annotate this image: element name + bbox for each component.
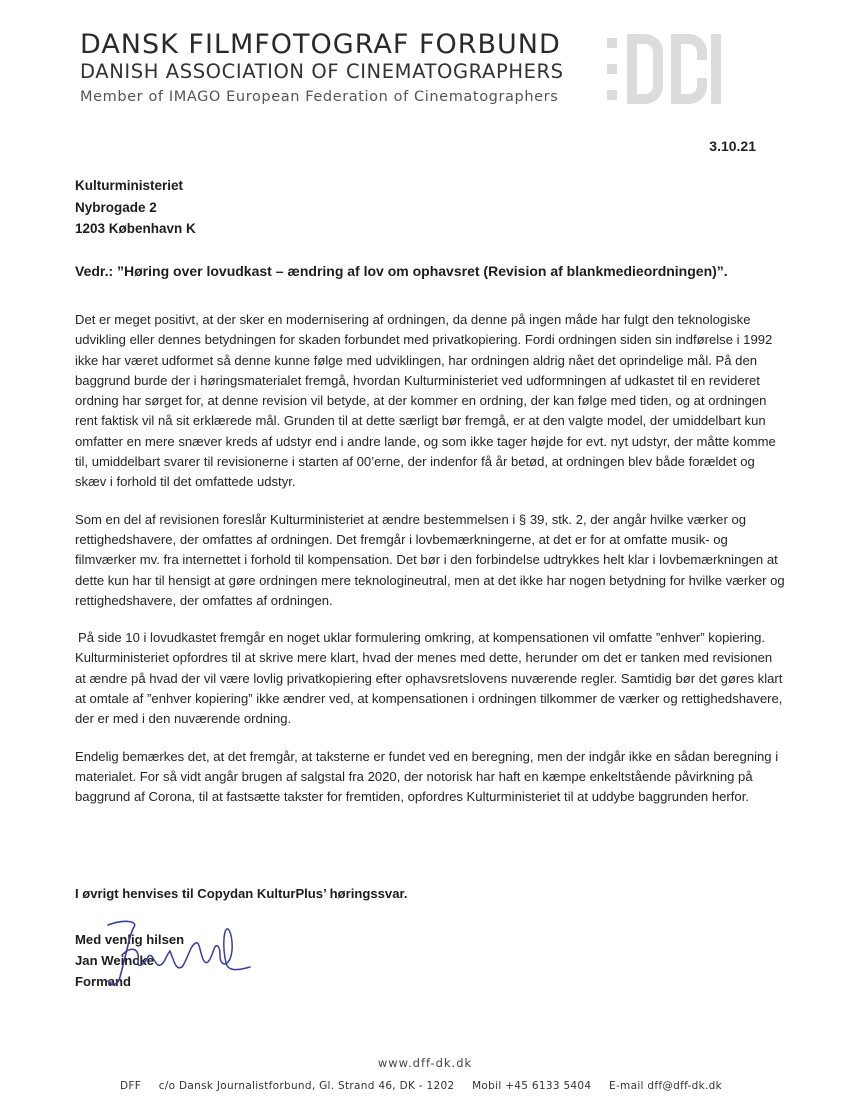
- footer-address: c/o Dansk Journalistforbund, Gl. Strand 46, DK - 1202: [158, 1080, 455, 1092]
- recipient-line: 1203 København K: [75, 221, 196, 236]
- subject-line: Vedr.: ”Høring over lovudkast – ændring af lov om ophavsret (Revision af blankmedieordningen)”.: [75, 263, 728, 279]
- closing-note: I øvrigt henvises til Copydan KulturPlus’ høringssvar.: [75, 886, 408, 901]
- body-paragraph: På side 10 i lovudkastet fremgår en noget uklar formulering omkring, at kompensationen vil omfatte ”enhver” kopiering. Kulturministeriet opfordres til at skrive mere klart, hvad der menes med dette, herunder om det er tanken med revisionen at ændre på hvad der vil være lovlig privatkopiering efter ophavsretslovens nuværende regler. Samtidig bør det gøres klart at omtale af ”enhver kopiering” ikke ændrer ved, at kompensationen i ordningen tilkommer de værker og rettighedshavere, der er med i den nuværende ordning.: [75, 630, 783, 727]
- body-paragraph: Det er meget positivt, at der sker en modernisering af ordningen, da denne på ingen måde har fulgt den teknologiske udvikling eller dennes betydningen for skaden forbundet med privatkopiering. Fordi ordningen siden sin indførelse i 1992 ikke har været udformet så denne kunne følge med udviklingen, har ordningen aldrig nået det oprindelige mål. På den baggrund burde der i høringsmaterialet fremgå, hvordan Kulturministeriet ved udformningen af udkastet til en revideret ordning har sørget for, at denne revision vil betyde, at der kommer en ordning, der kan følge med tiden, og at ordningen rent faktisk vil nå sit erklærede mål. Grunden til at dette særligt bør fremgå, er at den valgte model, der umiddelbart kun omfatter en mere snæver kreds af udstyr end i andre lande, og som ikke tager højde for evt. nyt udstyr, der måtte komme til, umiddelbart svarer til revisionerne i starten af 00’erne, der indenfor få år betød, at ordningen blev både forældet og skæv i forhold til det omfattede udstyr.: [75, 312, 776, 490]
- letter-body: [75, 310, 785, 825]
- website-url: www.dff-dk.dk: [377, 1056, 473, 1070]
- footer-mobile: Mobil +45 6133 5404: [472, 1080, 592, 1092]
- membership-line: Member of IMAGO European Federation of Cinematographers: [80, 89, 559, 105]
- body-paragraph: Som en del af revisionen foreslår Kulturministeriet at ændre bestemmelsen i § 39, stk. 2, der angår hvilke værker og rettighedshavere, der omfattes af ordningen. Det fremgår i lovbemærkningerne, at det er for at omfatte musik- og filmværker mv. fra internettet i forhold til kompensation. Det bør i den forbindelse udtrykkes helt klar i lovbemærkningen at dette kun har til hensigt at gøre ordningen mere teknologineutral, men at det ikke har nogen betydning for hvilke værker og rettighedshavere, der omfattes af ordningen.: [75, 511, 785, 608]
- organization-english-name: DANISH ASSOCIATION OF CINEMATOGRAPHERS: [80, 60, 564, 83]
- signer-title: Formand: [75, 974, 132, 989]
- recipient-address: [75, 175, 196, 240]
- footer-email: E-mail dff@dff-dk.dk: [609, 1080, 722, 1092]
- greeting: Med venlig hilsen: [75, 932, 185, 947]
- letter-date: 3.10.21: [709, 138, 756, 154]
- footer-org: DFF: [120, 1080, 142, 1092]
- organization-name: DANSK FILMFOTOGRAF FORBUND: [80, 29, 561, 60]
- handwritten-signature: [104, 915, 254, 993]
- recipient-line: Kulturministeriet: [75, 178, 184, 193]
- recipient-line: Nybrogade 2: [75, 199, 157, 215]
- signer-name: Jan Weincke: [75, 953, 155, 968]
- footer-contact: [120, 1080, 730, 1092]
- letterhead: [80, 30, 600, 108]
- body-paragraph: Endelig bemærkes det, at det fremgår, at taksterne er fundet ved en beregning, men der indgår ikke en sådan beregning i materialet. For så vidt angår brugen af salgstal fra 2020, der notorisk har haft en kæmpe enkeltstående påvirkning på baggrund af Corona, til at fastsætte takster for fremtiden, opfordres Kulturministeriet til at uddybe baggrunden herfor.: [75, 748, 779, 805]
- dff-logo-icon: [605, 30, 725, 108]
